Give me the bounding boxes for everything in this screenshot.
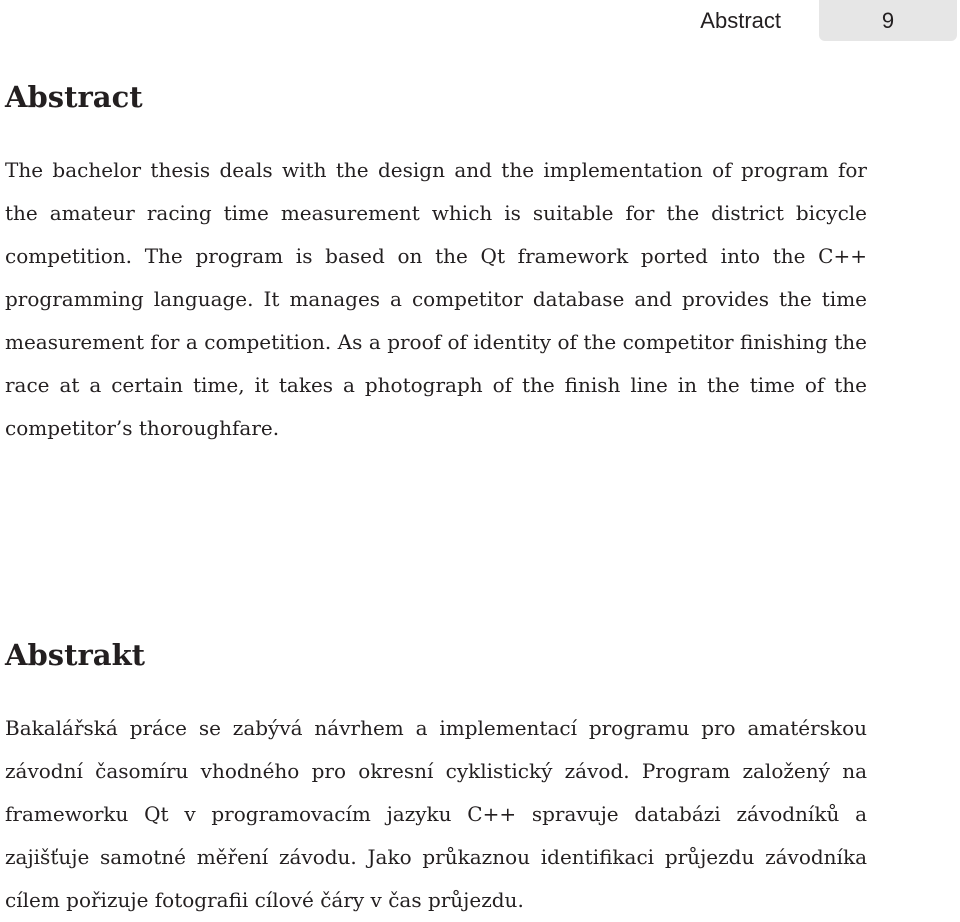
abstract-heading: Abstract [5,80,143,114]
abstrakt-heading: Abstrakt [5,638,146,672]
running-header-title: Abstract [700,8,781,33]
abstract-paragraph: The bachelor thesis deals with the design and the implementation of program for the amateur racing time measurement which is suitable for the district bicycle competition. The program is based on the Qt framework ported into the C++ programming language. It manages a competitor database and provides the time measurement for a competition. As a proof of identity of the competitor finishing the race at a certain time, it takes a photograph of the finish line in the time of the competitor’s thoroughfare. [5,158,867,440]
abstrakt-paragraph: Bakalářská práce se zabývá návrhem a implementací programu pro amatérskou závodní časomíru vhodného pro okresní cyklistický závod. Program založený na frameworku Qt v programovacím jazyku C++ spravuje databázi závodníků a zajišťuje samotné měření závodu. Jako průkaznou identifikaci průjezdu závodníka cílem pořizuje fotografii cílové čáry v čas průjezdu. [5,716,867,912]
page-number: 9 [819,0,957,41]
running-header [700,0,957,41]
